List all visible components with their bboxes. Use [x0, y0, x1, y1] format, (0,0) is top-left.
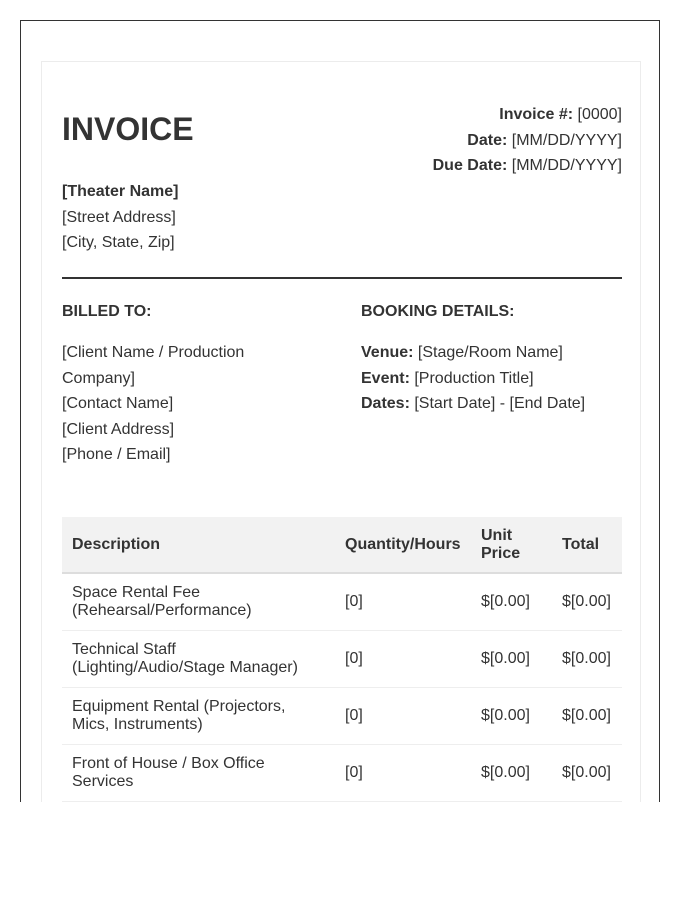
invoice-title: INVOICE: [62, 111, 194, 147]
col-header-total: Total: [552, 517, 622, 573]
row-total: $[0.00]: [552, 573, 622, 630]
row-quantity: [0]: [335, 744, 471, 801]
row-quantity: [0]: [335, 687, 471, 744]
invoice-date-value: [MM/DD/YYYY]: [511, 131, 622, 149]
row-quantity: [0]: [335, 573, 471, 630]
contact-name: [Contact Name]: [62, 395, 174, 413]
row-total: $[0.00]: [552, 744, 622, 801]
venue-line: [361, 340, 622, 366]
col-header-unit-price: Unit Price: [471, 517, 552, 573]
table-row: [62, 687, 622, 744]
row-description: Equipment Rental (Projectors, Mics, Instruments): [62, 687, 335, 744]
row-unit-price: $[0.00]: [471, 573, 552, 630]
dates-value: [Start Date] - [End Date]: [414, 395, 586, 413]
invoice-header: [62, 102, 622, 258]
theater-street: [Street Address]: [62, 208, 176, 226]
invoice-paper: [41, 61, 641, 802]
invoice-number-label: Invoice #:: [499, 106, 574, 123]
row-unit-price: $[0.00]: [471, 744, 552, 801]
due-date-line: [433, 153, 622, 179]
dates-line: [361, 391, 622, 417]
row-unit-price: $[0.00]: [471, 687, 552, 744]
billed-to-heading: BILLED TO:: [62, 303, 152, 320]
col-header-description: Description: [62, 517, 335, 573]
booking-details-heading: BOOKING DETAILS:: [361, 303, 515, 320]
theater-name-text: [Theater Name]: [62, 183, 179, 200]
row-description: Space Rental Fee (Rehearsal/Performance): [62, 573, 335, 630]
parties-section: [62, 299, 622, 517]
billed-to-block: [62, 299, 282, 468]
header-divider: [62, 277, 622, 279]
table-row: [62, 630, 622, 687]
theater-address: [62, 179, 178, 256]
event-line: [361, 366, 622, 392]
invoice-meta: [433, 102, 622, 179]
venue-label: Venue:: [361, 344, 414, 361]
line-items-table: [62, 517, 622, 802]
document-frame: [20, 20, 660, 802]
dates-label: Dates:: [361, 395, 410, 413]
theater-name: [62, 179, 178, 205]
row-description: Front of House / Box Office Services: [62, 744, 335, 801]
invoice-number-value: [0000]: [577, 106, 622, 123]
table-header-row: [62, 517, 622, 573]
table-row: [62, 744, 622, 801]
client-phone-email: [Phone / Email]: [62, 446, 171, 464]
row-total: $[0.00]: [552, 630, 622, 687]
client-address: [Client Address]: [62, 420, 175, 438]
booking-details-block: [361, 299, 622, 417]
row-total: $[0.00]: [552, 687, 622, 744]
due-date-value: [MM/DD/YYYY]: [511, 157, 622, 175]
event-label: Event:: [361, 369, 410, 387]
due-date-label: Due Date:: [432, 157, 508, 175]
invoice-date-label: Date:: [467, 131, 508, 149]
venue-value: [Stage/Room Name]: [417, 344, 563, 361]
row-unit-price: $[0.00]: [471, 630, 552, 687]
col-header-quantity: Quantity/Hours: [335, 517, 471, 573]
row-quantity: [0]: [335, 630, 471, 687]
theater-city: [City, State, Zip]: [62, 234, 175, 252]
invoice-content: [62, 102, 622, 802]
row-description: Technical Staff (Lighting/Audio/Stage Manager): [62, 630, 335, 687]
client-name: [Client Name / Production Company]: [62, 344, 245, 387]
invoice-date-line: [433, 128, 622, 154]
table-row: [62, 573, 622, 630]
invoice-number-line: [433, 102, 622, 128]
event-value: [Production Title]: [414, 369, 534, 387]
